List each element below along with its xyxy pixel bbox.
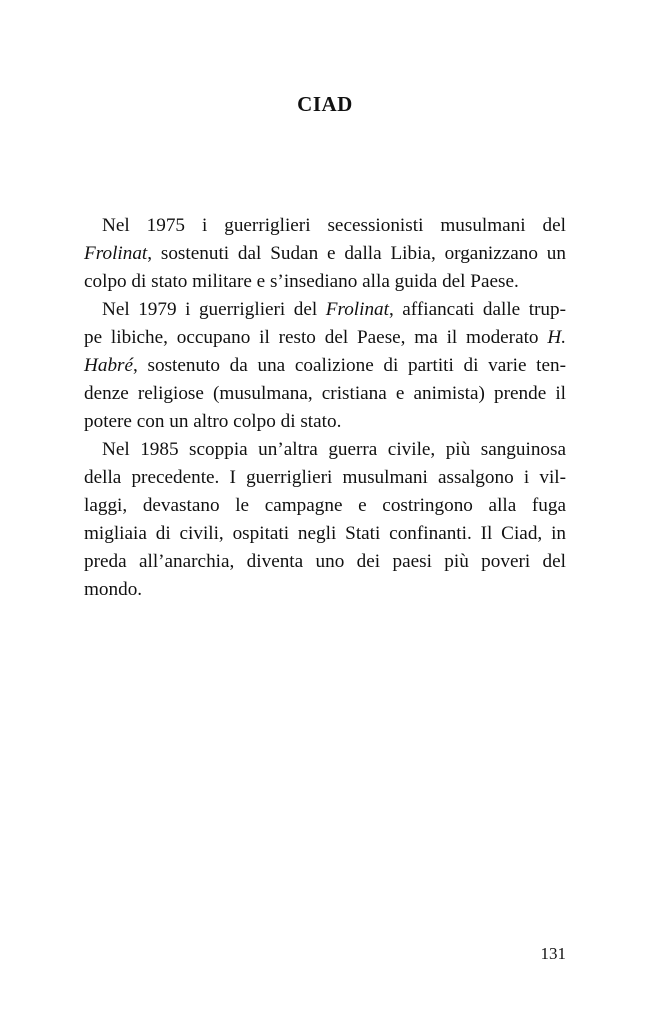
text-run: Nel 1979 i guerriglieri del xyxy=(102,299,326,320)
text-run: colpo di stato militare e s’insediano alla guida del Paese. xyxy=(84,271,519,292)
text-line xyxy=(84,296,566,324)
text-line xyxy=(84,212,566,240)
text-run: , sostenuto da una coalizione di partiti di varie ten- xyxy=(133,355,566,376)
text-line xyxy=(84,548,566,576)
page-title: CIAD xyxy=(297,92,353,116)
text-run: migliaia di civili, ospitati negli Stati confinanti. Il Ciad, in xyxy=(84,523,566,544)
text-line xyxy=(84,324,566,352)
italic-term: H. xyxy=(547,327,566,348)
text-line xyxy=(84,408,566,436)
text-run: , sostenuti dal Sudan e dalla Libia, organizzano un xyxy=(147,243,566,264)
italic-term: Frolinat xyxy=(84,243,148,264)
italic-term: Frolinat xyxy=(325,299,389,320)
text-run: della precedente. I guerriglieri musulmani assalgono i vil- xyxy=(84,467,566,488)
text-line xyxy=(84,380,566,408)
text-run: potere con un altro colpo di stato. xyxy=(84,411,342,432)
text-line xyxy=(84,464,566,492)
text-line xyxy=(84,576,566,604)
italic-term: Habré xyxy=(84,355,134,376)
text-line xyxy=(84,436,566,464)
text-run: , affiancati dalle trup- xyxy=(388,299,566,320)
body-text xyxy=(84,212,566,604)
text-run: Nel 1985 scoppia un’altra guerra civile, più sanguinosa xyxy=(102,439,566,460)
paragraph-1 xyxy=(84,212,566,296)
paragraph-2 xyxy=(84,296,566,436)
text-run: laggi, devastano le campagne e costringono alla fuga xyxy=(84,495,566,516)
text-line xyxy=(84,240,566,268)
text-run: preda all’anarchia, diventa uno dei paesi più poveri del xyxy=(84,551,566,572)
text-line xyxy=(84,492,566,520)
text-line xyxy=(84,352,566,380)
page-number: 131 xyxy=(540,944,566,963)
text-run: Nel 1975 i guerriglieri secessionisti musulmani del xyxy=(102,215,566,236)
text-run: pe libiche, occupano il resto del Paese, ma il moderato xyxy=(84,327,548,348)
text-line xyxy=(84,268,566,296)
text-line xyxy=(84,520,566,548)
paragraph-3 xyxy=(84,436,566,604)
text-run: denze religiose (musulmana, cristiana e animista) prende il xyxy=(84,383,566,404)
text-run: mondo. xyxy=(84,579,143,600)
